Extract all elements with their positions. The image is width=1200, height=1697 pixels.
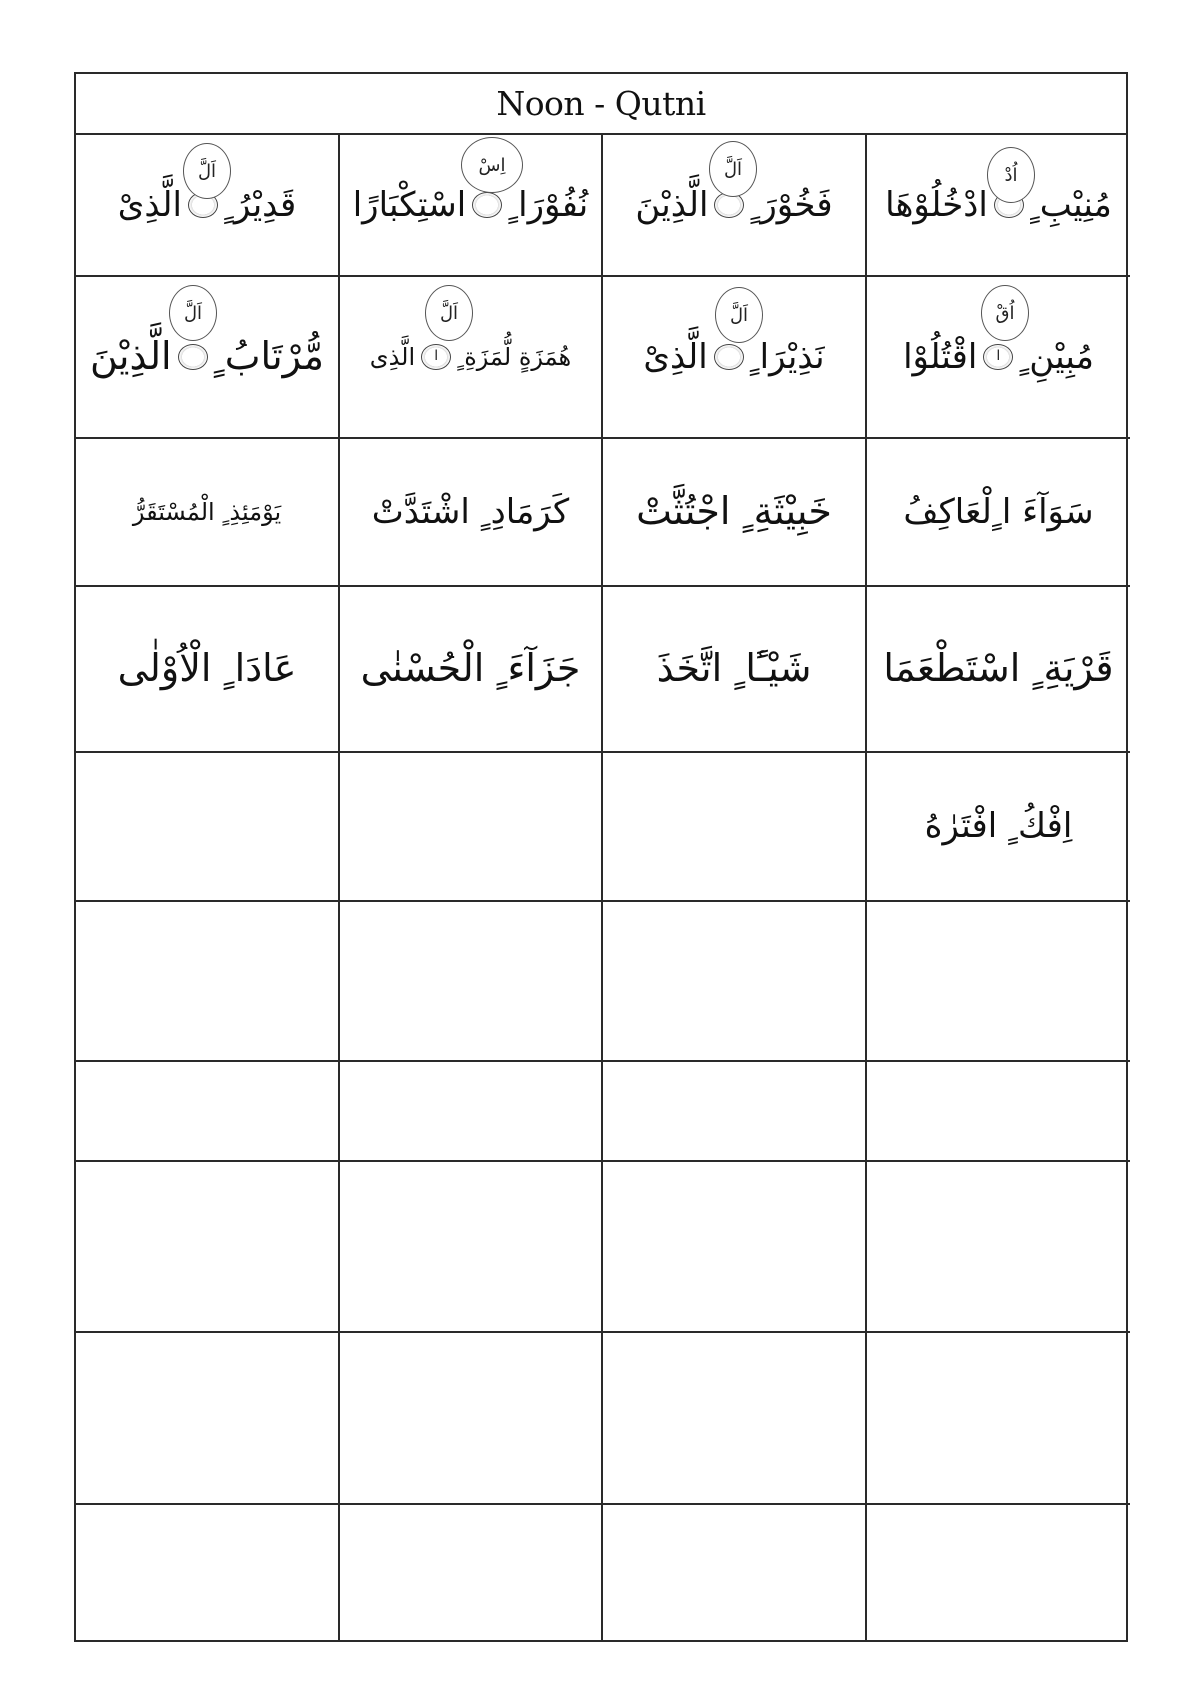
hint-circle: اَلَّ (183, 143, 231, 199)
cell-r4-c3[interactable] (340, 587, 603, 753)
phrase-word2: اسْتِكْبَارًا (352, 184, 467, 225)
cell-r4-c2[interactable] (603, 587, 867, 753)
cell-r10-c3[interactable] (340, 1505, 603, 1642)
arabic-phrase (903, 337, 1094, 378)
cell-r10-c1[interactable] (867, 1505, 1130, 1642)
phrase-word1: مُّرْتَابُ ٍ (213, 334, 324, 379)
phrase-word2: الَّذِى (369, 342, 416, 371)
arabic-phrase (353, 185, 589, 226)
cell-r10-c4[interactable] (76, 1505, 340, 1642)
cell-r6-c1[interactable] (867, 902, 1130, 1062)
cell-r5-c3[interactable] (340, 753, 603, 902)
arabic-phrase: يَوْمَئِذِ ٍ الْمُسْتَقَرُّ (132, 497, 282, 526)
phrase-word2: الَّذِىْ (117, 184, 182, 225)
cell-r5-c1[interactable] (867, 753, 1130, 902)
waqf-ornament-icon (472, 192, 502, 218)
waqf-ornament-icon: ا (983, 344, 1013, 370)
cell-r9-c4[interactable] (76, 1333, 340, 1505)
cell-r6-c2[interactable] (603, 902, 867, 1062)
phrase-word2: الَّذِيْنَ (635, 184, 709, 225)
phrase-word1: فَخُوْرَ ٍ (750, 184, 833, 225)
hint-circle: اُقْ (981, 285, 1029, 341)
waqf-ornament-icon (714, 344, 744, 370)
cell-r3-c3[interactable] (340, 439, 603, 587)
cell-r1-c4[interactable] (76, 135, 340, 277)
cell-r2-c1[interactable] (867, 277, 1130, 439)
hint-circle: اُدْ (987, 147, 1035, 203)
cell-r7-c2[interactable] (603, 1062, 867, 1162)
arabic-phrase (90, 334, 324, 380)
phrase-word1: نَذِيْرَا ٍ (749, 336, 825, 377)
arabic-phrase: سَوَآءَ ا ٍلْعَاكِفُ (903, 491, 1094, 532)
cell-r8-c4[interactable] (76, 1162, 340, 1333)
phrase-word2: الَّذِىْ (643, 336, 708, 377)
arabic-phrase: كَرَمَادِ ٍ اشْتَدَّتْ (371, 491, 570, 532)
arabic-phrase (643, 337, 824, 378)
cell-r3-c1[interactable] (867, 439, 1130, 587)
cell-r1-c3[interactable] (340, 135, 603, 277)
hint-circle: اَلَّ (709, 141, 757, 197)
arabic-phrase (370, 343, 571, 372)
phrase-word2: اقْتُلُوْا (903, 336, 978, 377)
worksheet-table (74, 72, 1128, 1642)
worksheet-title: Noon - Qutni (496, 84, 706, 123)
cell-r5-c2[interactable] (603, 753, 867, 902)
cell-r9-c1[interactable] (867, 1333, 1130, 1505)
cell-r8-c3[interactable] (340, 1162, 603, 1333)
waqf-ornament-icon (178, 344, 208, 370)
cell-r2-c2[interactable] (603, 277, 867, 439)
cell-r3-c2[interactable] (603, 439, 867, 587)
cell-r6-c3[interactable] (340, 902, 603, 1062)
hint-circle: اَلَّ (715, 287, 763, 343)
cell-r8-c2[interactable] (603, 1162, 867, 1333)
arabic-phrase: قَرْيَةِ ٍ اسْتَطْعَمَا (883, 646, 1114, 691)
cell-r3-c4[interactable] (76, 439, 340, 587)
cell-r6-c4[interactable] (76, 902, 340, 1062)
cell-r8-c1[interactable] (867, 1162, 1130, 1333)
phrase-word1: نُفُوْرَا ٍ (508, 184, 589, 225)
hint-circle: اِسْ (461, 137, 523, 193)
arabic-phrase: شَيْـًٔا ٍ اتَّخَذَ (656, 646, 812, 691)
phrase-word1: قَدِيْرُ ٍ (223, 184, 297, 225)
arabic-phrase: خَبِيْثَةِ ٍ اجْتُثَّتْ (636, 489, 832, 534)
phrase-word1: هُمَزَةٍ لُّمَزَةِ ٍ (457, 342, 572, 371)
arabic-phrase: جَزَآءَ ٍ الْحُسْنٰى (360, 646, 581, 691)
cell-r9-c2[interactable] (603, 1333, 867, 1505)
hint-circle: اَلَّ (169, 285, 217, 341)
cell-r5-c4[interactable] (76, 753, 340, 902)
phrase-word1: مُبِيْنِ ٍ (1019, 336, 1094, 377)
cell-r1-c1[interactable] (867, 135, 1130, 277)
arabic-phrase: عَادَا ٍ الْاُوْلٰى (117, 646, 297, 691)
phrase-word2: الَّذِيْنَ (90, 334, 172, 379)
cell-r7-c3[interactable] (340, 1062, 603, 1162)
arabic-phrase: اِفْكُ ٍ افْتَرٰهُ (924, 806, 1073, 847)
waqf-ornament-icon: ا (421, 344, 451, 370)
cell-r7-c4[interactable] (76, 1062, 340, 1162)
cell-r7-c1[interactable] (867, 1062, 1130, 1162)
title-row (76, 74, 1126, 135)
hint-circle: اَلَّ (425, 285, 473, 341)
cell-r4-c4[interactable] (76, 587, 340, 753)
cell-r4-c1[interactable] (867, 587, 1130, 753)
cell-r2-c3[interactable] (340, 277, 603, 439)
cell-r9-c3[interactable] (340, 1333, 603, 1505)
cell-r2-c4[interactable] (76, 277, 340, 439)
phrase-word2: ادْخُلُوْهَا (885, 184, 988, 225)
cell-r10-c2[interactable] (603, 1505, 867, 1642)
phrase-word1: مُنِيْبِ ٍ (1029, 184, 1112, 225)
cell-r1-c2[interactable] (603, 135, 867, 277)
